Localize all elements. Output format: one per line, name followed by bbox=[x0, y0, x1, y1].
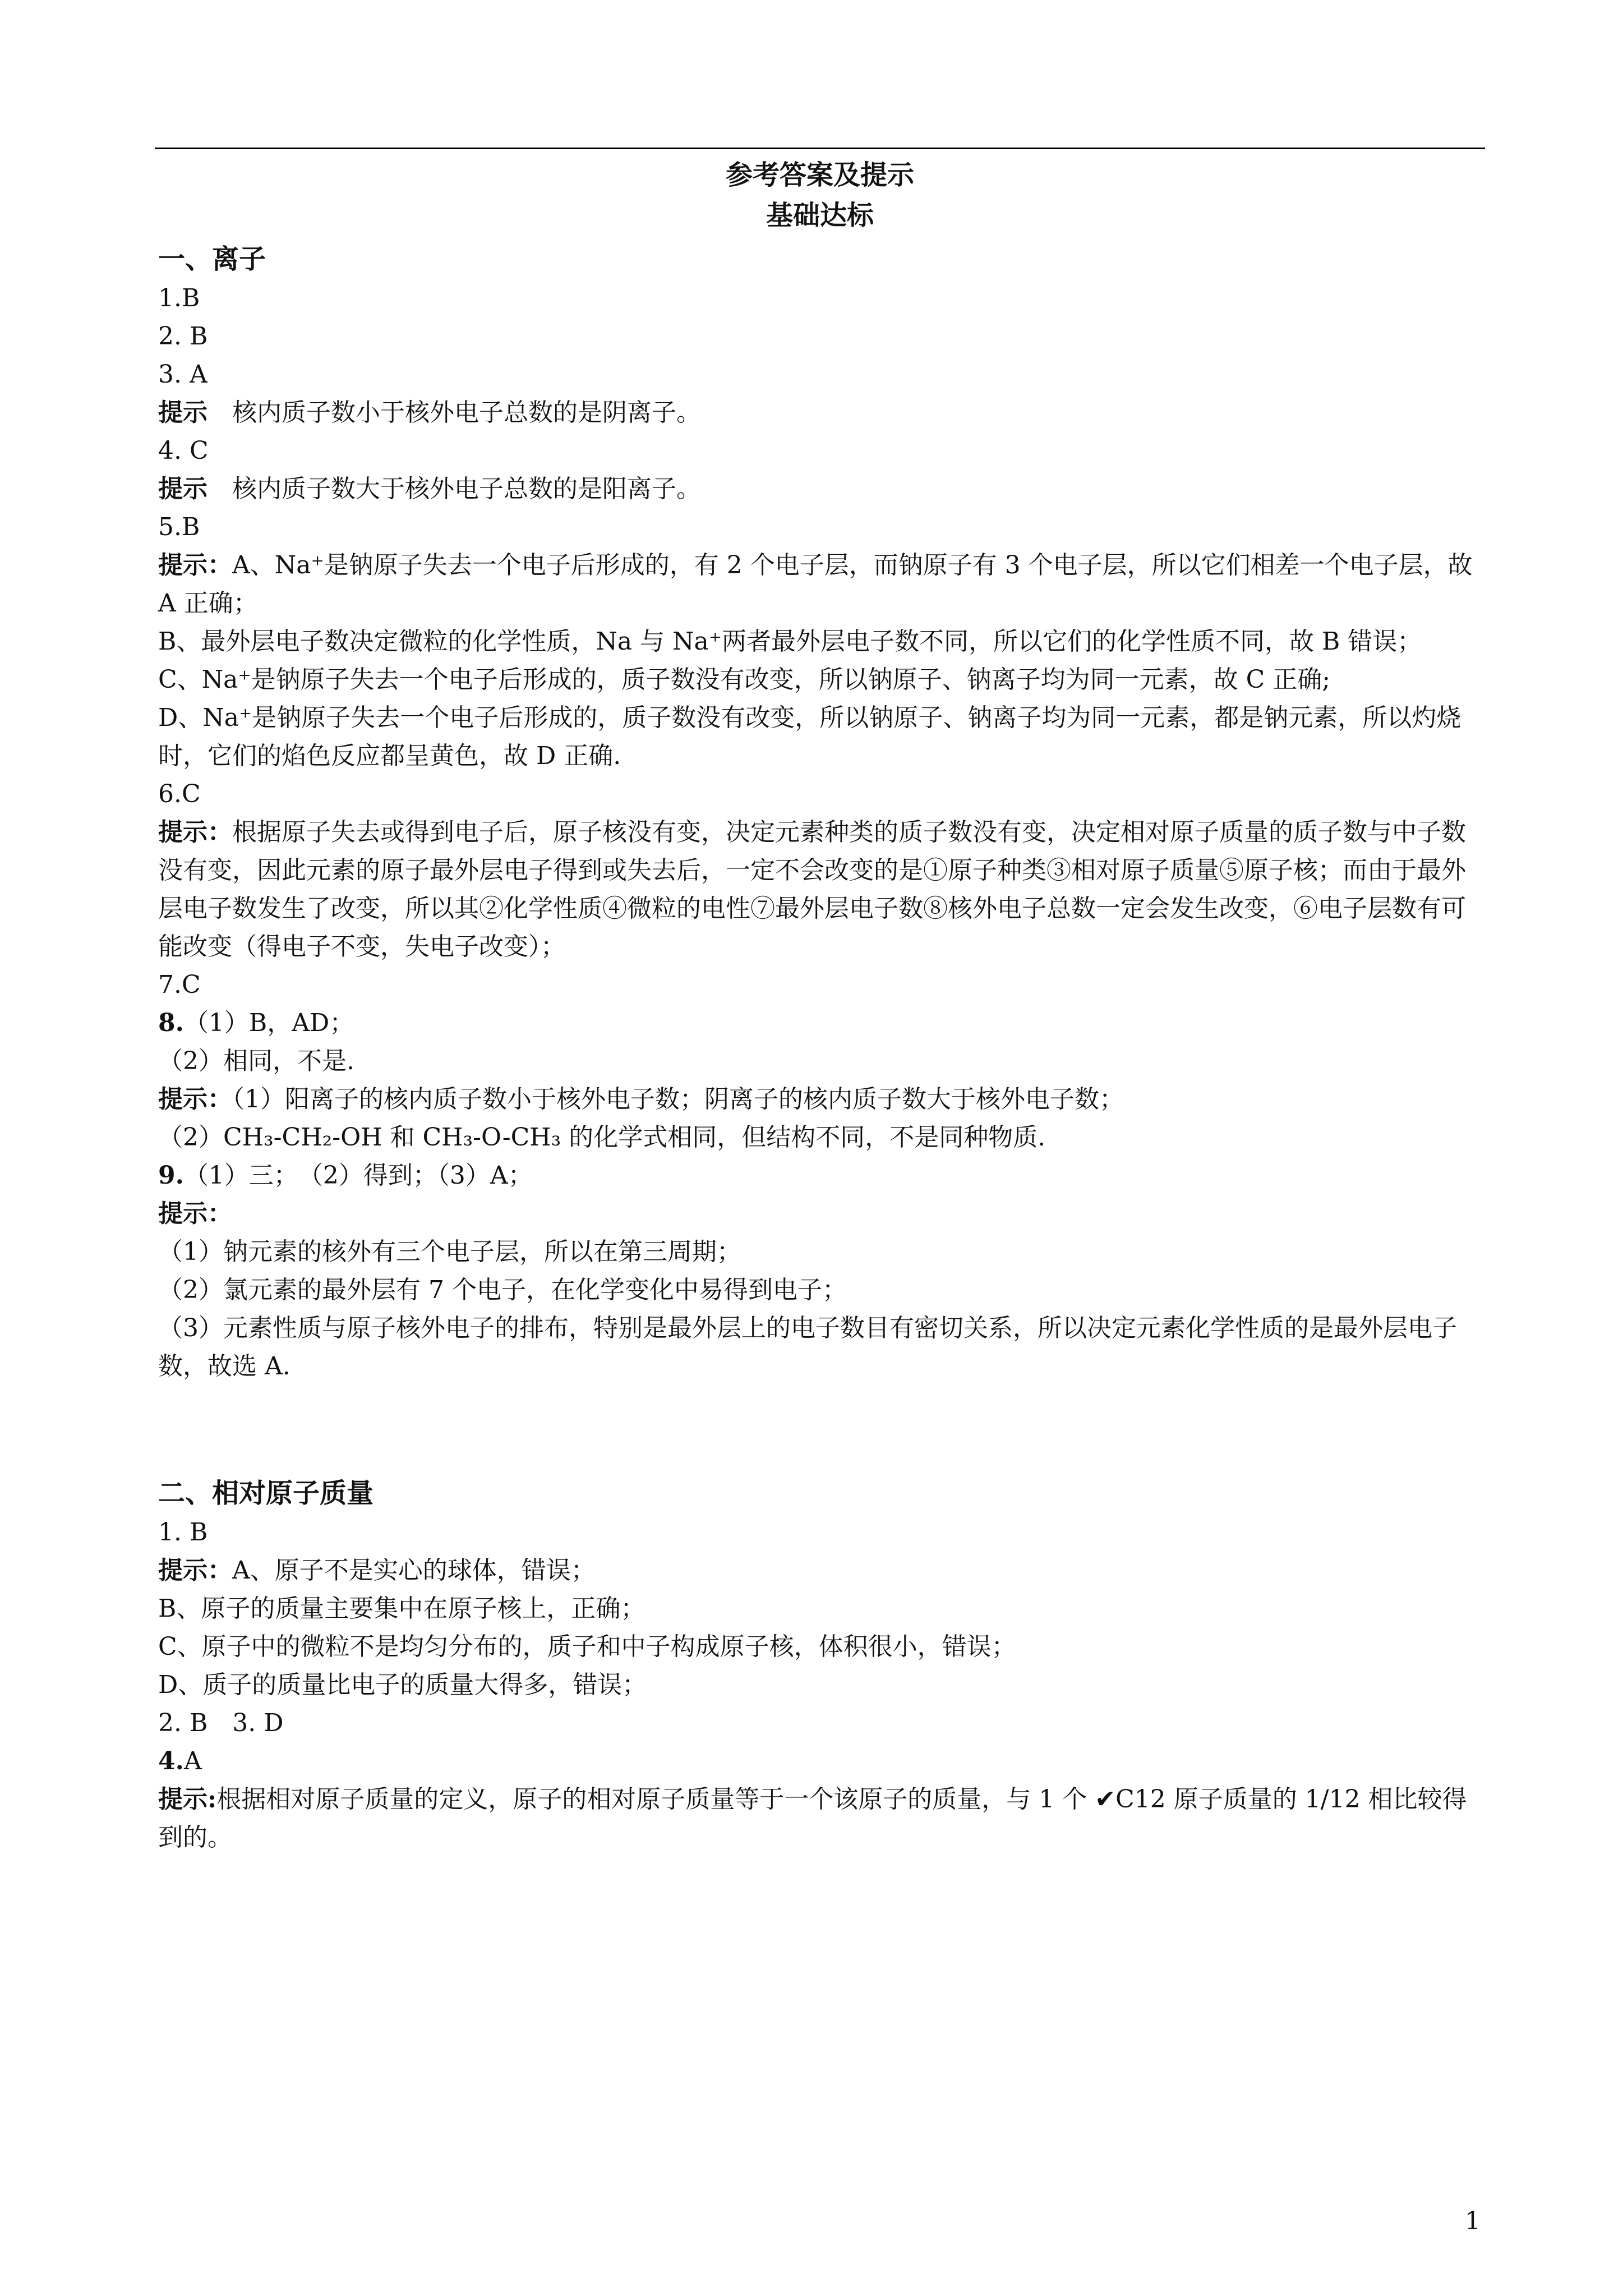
hint-line bbox=[158, 813, 1482, 966]
hint-line bbox=[158, 1195, 1482, 1233]
hint-label: 提示： bbox=[158, 818, 232, 846]
hint-text: A、Na⁺是钠原子失去一个电子后形成的，有 2 个电子层，而钠原子有 3 个电子层，所以它们相差一个电子层，故 A 正确； bbox=[158, 551, 1473, 618]
answer-text: 1.B bbox=[158, 284, 200, 312]
answer-line bbox=[158, 1004, 1482, 1042]
answer-text: （2）相同，不是. bbox=[158, 1047, 354, 1075]
hint-line bbox=[158, 470, 1482, 508]
hint-line bbox=[158, 1233, 1482, 1271]
page-title: 参考答案及提示 bbox=[725, 159, 914, 191]
hint-line bbox=[158, 661, 1482, 699]
hint-line bbox=[158, 1309, 1482, 1386]
hint-label: 提示： bbox=[158, 1556, 232, 1585]
hint-line bbox=[158, 1080, 1482, 1119]
answer-line bbox=[158, 1157, 1482, 1195]
hint-text: （2）氯元素的最外层有 7 个电子，在化学变化中易得到电子； bbox=[158, 1276, 847, 1304]
hint-label: 提示 bbox=[158, 398, 208, 427]
hint-label: 提示： bbox=[158, 1085, 232, 1114]
hint-text: （1）钠元素的核外有三个电子层，所以在第三周期； bbox=[158, 1237, 741, 1266]
hint-line bbox=[158, 1271, 1482, 1309]
answer-line bbox=[158, 432, 1482, 470]
hint-text: D、Na⁺是钠原子失去一个电子后形成的，质子数没有改变，所以钠原子、钠离子均为同一元素，都是钠元素，所以灼烧时，它们的焰色反应都呈黄色，故 D 正确. bbox=[158, 703, 1461, 770]
answer-text: 1. B bbox=[158, 1518, 208, 1547]
answer-text: A bbox=[183, 1747, 202, 1775]
answer-line bbox=[158, 966, 1482, 1004]
answer-text: 4. C bbox=[158, 436, 209, 465]
answer-line bbox=[158, 318, 1482, 356]
header-rule bbox=[155, 148, 1485, 149]
hint-label: 提示: bbox=[158, 1785, 217, 1814]
hint-text: （2）CH₃-CH₂-OH 和 CH₃-O-CH₃ 的化学式相同，但结构不同，不是同种物质. bbox=[158, 1123, 1046, 1152]
hint-label: 提示： bbox=[158, 1199, 232, 1228]
question-number: 9. bbox=[158, 1161, 184, 1190]
hint-text: 核内质子数大于核外电子总数的是阳离子。 bbox=[208, 475, 701, 503]
answer-text: 5.B bbox=[158, 513, 200, 541]
section-relative-atomic-mass bbox=[158, 1473, 1482, 1857]
hint-text: D、质子的质量比电子的质量大得多，错误； bbox=[158, 1671, 647, 1699]
answer-line bbox=[158, 775, 1482, 813]
answer-line bbox=[158, 1042, 1482, 1080]
hint-text: （3）元素性质与原子核外电子的排布，特别是最外层上的电子数目有密切关系，所以决定元素化学性质的是最外层电子数，故选 A. bbox=[158, 1314, 1457, 1381]
hint-label: 提示： bbox=[158, 551, 232, 579]
hint-line bbox=[158, 546, 1482, 623]
section-heading: 二、相对原子质量 bbox=[158, 1478, 374, 1509]
hint-text: B、原子的质量主要集中在原子核上，正确； bbox=[158, 1594, 645, 1623]
hint-line bbox=[158, 394, 1482, 432]
question-number: 4. bbox=[158, 1747, 184, 1775]
hint-line bbox=[158, 1780, 1482, 1857]
answer-line bbox=[158, 356, 1482, 394]
hint-line bbox=[158, 1628, 1482, 1666]
hint-text: 根据原子失去或得到电子后，原子核没有变，决定元素种类的质子数没有变，决定相对原子质量的质子数与中子数没有变，因此元素的原子最外层电子得到或失去后，一定不会改变的是①原子种类③相对原子质量⑤原子核；而由于最外层电子数发生了改变，所以其②化学性质④微粒的电性⑦最外层电子数⑧核外电子总数一定会发生改变，⑥电子层数有可能改变（得电子不变，失电子改变）； bbox=[158, 818, 1466, 961]
section-ions bbox=[158, 239, 1482, 1386]
answer-text: （1）B，AD； bbox=[183, 1009, 354, 1037]
hint-line bbox=[158, 623, 1482, 661]
hint-text: C、原子中的微粒不是均匀分布的，质子和中子构成原子核，体积很小，错误； bbox=[158, 1632, 1016, 1661]
answer-text: 6.C bbox=[158, 780, 201, 808]
answer-line bbox=[158, 508, 1482, 546]
hint-label: 提示 bbox=[158, 475, 208, 503]
answer-text: 7.C bbox=[158, 970, 201, 999]
answer-line bbox=[158, 1742, 1482, 1780]
answer-line bbox=[158, 279, 1482, 318]
hint-text: C、Na⁺是钠原子失去一个电子后形成的，质子数没有改变，所以钠原子、钠离子均为同一元素，故 C 正确; bbox=[158, 665, 1331, 694]
section-gap bbox=[158, 1386, 1482, 1470]
answer-text: 3. A bbox=[158, 360, 208, 389]
answer-line bbox=[158, 1513, 1482, 1552]
question-number: 8. bbox=[158, 1009, 184, 1037]
answer-text: 2. B 3. D bbox=[158, 1709, 284, 1737]
hint-text: 根据相对原子质量的定义，原子的相对原子质量等于一个该原子的质量，与 1 个 ✔C12 原子质量的 1/12 相比较得到的。 bbox=[158, 1785, 1467, 1852]
hint-text: （1）阳离子的核内质子数小于核外电子数；阴离子的核内质子数大于核外电子数； bbox=[232, 1085, 1124, 1114]
hint-text: A、原子不是实心的球体，错误； bbox=[232, 1556, 596, 1585]
hint-line bbox=[158, 1666, 1482, 1704]
page-subtitle: 基础达标 bbox=[766, 200, 874, 231]
hint-line bbox=[158, 699, 1482, 775]
hint-line bbox=[158, 1590, 1482, 1628]
answer-text: （1）三； （2）得到；（3）A； bbox=[183, 1161, 533, 1190]
hint-text: 核内质子数小于核外电子总数的是阴离子。 bbox=[208, 398, 701, 427]
answer-line bbox=[158, 1704, 1482, 1742]
hint-line bbox=[158, 1119, 1482, 1157]
hint-line bbox=[158, 1552, 1482, 1590]
answer-text: 2. B bbox=[158, 322, 208, 351]
hint-text: B、最外层电子数决定微粒的化学性质，Na 与 Na⁺两者最外层电子数不同，所以它们的化学性质不同，故 B 错误； bbox=[158, 627, 1422, 656]
section-heading: 一、离子 bbox=[158, 243, 266, 275]
page-number: 1 bbox=[1465, 2207, 1481, 2235]
content bbox=[158, 155, 1482, 1857]
